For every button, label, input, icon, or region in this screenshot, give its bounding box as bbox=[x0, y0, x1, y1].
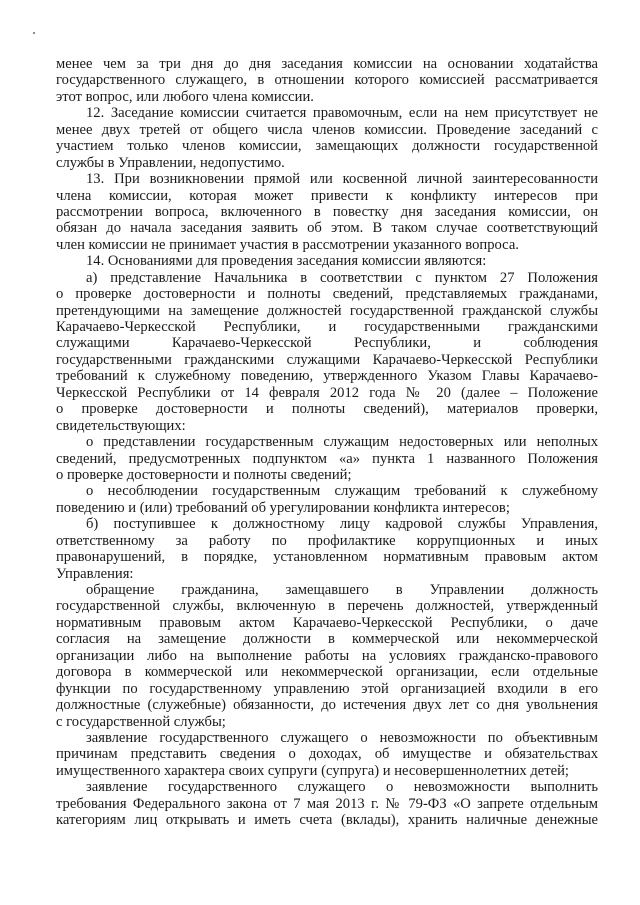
document-line: Управления: bbox=[56, 565, 134, 582]
document-line: члена комиссии, которая может привести к конфликту интересов при bbox=[56, 187, 598, 204]
document-line: Карачаево-Черкесской Республики, и государственными гражданскими bbox=[56, 319, 598, 335]
document-line: а) представление Начальника в соответствии с пунктом 27 Положения bbox=[86, 269, 598, 286]
document-line: обязан до начала заседания заявить об этом. В таком случае соответствующий bbox=[56, 220, 598, 237]
document-line: правонарушений, в порядке, установленном нормативным правовым актом bbox=[56, 549, 598, 566]
document-body bbox=[56, 56, 598, 829]
document-line: б) поступившее к должностному лицу кадровой службы Управления, bbox=[86, 516, 598, 533]
document-line: 13. При возникновении прямой или косвенной личной заинтересованности bbox=[86, 171, 598, 188]
document-line: сведений, предусмотренных подпунктом «а» пункта 1 названного Положения bbox=[56, 450, 598, 467]
document-line: заявление государственного служащего о невозможности выполнить bbox=[86, 779, 598, 796]
document-line: рассмотрении вопроса, включенного в повестку дня заседания комиссии, он bbox=[56, 203, 598, 220]
document-line: требований к служебному поведению, утвержденного Указом Главы Карачаево- bbox=[56, 368, 598, 385]
document-line: службы в Управлении, недопустимо. bbox=[56, 154, 285, 171]
document-line: служащими Карачаево-Черкесской Республики, и соблюдения bbox=[56, 335, 598, 352]
document-line: категориям лиц открывать и иметь счета (вклады), хранить наличные денежные bbox=[56, 812, 598, 829]
document-line: ответственному за работу по профилактике коррупционных и иных bbox=[56, 532, 598, 549]
document-line: причинам представить сведения о доходах, об имуществе и обязательствах bbox=[56, 746, 598, 763]
document-line: о проверке достоверности и полноты сведений; bbox=[56, 466, 352, 483]
document-line: требования Федерального закона от 7 мая 2013 г. № 79-ФЗ «О запрете отдельным bbox=[56, 795, 598, 812]
document-line: этот вопрос, или любого члена комиссии. bbox=[56, 88, 314, 105]
document-line: участием только членов комиссии, замещающих должности государственной bbox=[56, 138, 598, 155]
document-line: государственной службы, включенную в перечень должностей, утвержденный bbox=[56, 598, 598, 615]
document-line: согласия на замещение должности в коммерческой или некоммерческой bbox=[56, 631, 598, 648]
document-line: государственного служащего, в отношении которого комиссией рассматривается bbox=[56, 72, 598, 89]
document-line: государственными гражданскими служащими Карачаево-Черкесской Республики bbox=[56, 351, 598, 368]
scan-speck bbox=[33, 32, 35, 34]
document-line: Черкесской Республики от 14 февраля 2012 года № 20 (далее – Положение bbox=[56, 384, 598, 401]
document-line: о проверке достоверности и полноты сведений, представляемых гражданами, bbox=[56, 286, 598, 303]
document-line: имущественного характера своих супруги (супруга) и несовершеннолетних детей; bbox=[56, 762, 569, 779]
document-line: 12. Заседание комиссии считается правомочным, если на нем присутствует не bbox=[86, 105, 598, 122]
document-line: о проверке достоверности и полноты сведений), материалов проверки, bbox=[56, 401, 598, 418]
document-line: 14. Основаниями для проведения заседания комиссии являются: bbox=[86, 253, 487, 270]
document-line: договора в коммерческой или некоммерческой организации, если отдельные bbox=[56, 664, 598, 681]
document-line: член комиссии не принимает участия в рассмотрении указанного вопроса. bbox=[56, 236, 519, 253]
document-line: должностные (служебные) обязанности, до истечения двух лет со дня увольнения bbox=[56, 697, 598, 714]
document-line: менее чем за три дня до дня заседания комиссии на основании ходатайства bbox=[56, 56, 598, 72]
document-line: нормативным правовым актом Карачаево-Черкесской Республики, о даче bbox=[56, 614, 598, 631]
document-line: о представлении государственным служащим недостоверных или неполных bbox=[86, 434, 598, 451]
document-line: функции по государственному управлению этой организацией входили в его bbox=[56, 680, 598, 697]
document-line: с государственной службы; bbox=[56, 713, 226, 730]
document-line: поведению и (или) требований об урегулировании конфликта интересов; bbox=[56, 499, 510, 516]
document-line: претендующими на замещение должностей государственной гражданской службы bbox=[56, 302, 598, 319]
document-line: заявление государственного служащего о невозможности по объективным bbox=[86, 729, 598, 746]
document-line: менее двух третей от общего числа членов комиссии. Проведение заседаний с bbox=[56, 121, 598, 138]
document-line: о несоблюдении государственным служащим требований к служебному bbox=[86, 483, 598, 500]
document-line: свидетельствующих: bbox=[56, 417, 186, 434]
document-line: организации либо на выполнение работы на условиях гражданско-правового bbox=[56, 647, 598, 664]
document-line: обращение гражданина, замещавшего в Управлении должность bbox=[86, 582, 598, 598]
